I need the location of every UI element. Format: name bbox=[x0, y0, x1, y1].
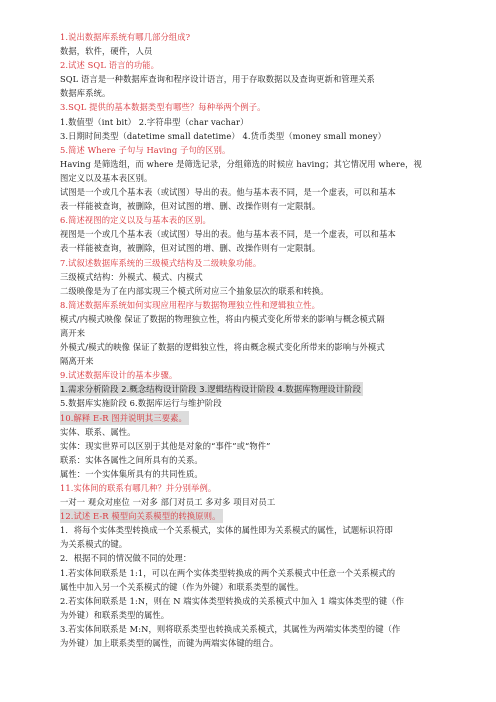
answer-text bbox=[60, 566, 452, 580]
line-text: 1．将每个实体类型转换成一个关系模式，实体的属性即为关系模式的属性，试题标识符即 bbox=[60, 525, 393, 536]
answer-text bbox=[60, 354, 452, 368]
line-text: 视图是一个或几个基本表（或试图）导出的表。他与基本表不同，是一个虚表，可以和基本 bbox=[60, 229, 396, 240]
line-text: 5.数据库实施阶段 6.数据库运行与维护阶段 bbox=[60, 398, 222, 409]
line-text: 图定义以及基本表区别。 bbox=[60, 172, 153, 183]
line-text: 表一样能被查询，被删除，但对试图的增、删、改操作则有一定限制。 bbox=[60, 243, 321, 254]
answer-text bbox=[60, 382, 452, 396]
question-heading bbox=[60, 100, 452, 114]
answer-text bbox=[60, 326, 452, 340]
answer-text bbox=[60, 467, 452, 481]
line-text: 二级映像是为了在内部实现三个模式所对应三个抽象层次的联系和转换。 bbox=[60, 285, 329, 296]
line-text: 11.实体间的联系有哪几种？并分别举例。 bbox=[60, 483, 217, 493]
answer-text bbox=[60, 551, 452, 565]
line-text: 8.简述数据库系统如何实现应用程序与数据物理独立性和逻辑独立性。 bbox=[60, 299, 321, 310]
line-text: 属性：一个实体集所具有的共同性质。 bbox=[60, 468, 203, 479]
answer-text bbox=[60, 227, 452, 241]
answer-text bbox=[60, 115, 452, 129]
answer-text bbox=[60, 453, 452, 467]
line-text: 2．根据不同的情况做不同的处理： bbox=[60, 553, 192, 564]
line-text: 模式/内模式映像 保证了数据的物理独立性，将由内模式变化所带来的影响与概念模式隔 bbox=[60, 313, 385, 324]
line-text: 3.日期时间类型（datetime small datetime） 4.货币类型（money small money） bbox=[60, 130, 386, 141]
question-heading bbox=[60, 143, 452, 157]
line-text: 试图是一个或几个基本表（或试图）导出的表。他与基本表不同，是一个虚表，可以和基本 bbox=[60, 187, 396, 198]
answer-text bbox=[60, 157, 452, 171]
line-text: 1.说出数据库系统有哪几部分组成? bbox=[60, 32, 191, 42]
line-text: 实体、联系、属性。 bbox=[60, 426, 136, 437]
line-text: 2.若实体间联系是 1:N，则在 N 端实体类型转换成的关系模式中加入 1 端实体类型的键（作 bbox=[60, 595, 405, 606]
answer-text bbox=[60, 86, 452, 100]
line-text: 为外键）加上联系类型的属性，而键为两端实体键的组合。 bbox=[60, 638, 279, 649]
line-text: 3.SQL 提供的基本数据类型有哪些？每种举两个例子。 bbox=[60, 102, 266, 113]
answer-text bbox=[60, 199, 452, 213]
answer-text bbox=[60, 523, 452, 537]
question-heading bbox=[60, 481, 452, 495]
answer-text bbox=[60, 171, 452, 185]
answer-text bbox=[60, 241, 452, 255]
line-text: 联系：实体各属性之间所具有的关系。 bbox=[60, 454, 203, 465]
line-text: 隔离开来 bbox=[60, 356, 94, 367]
question-heading bbox=[60, 30, 452, 44]
answer-text bbox=[60, 636, 452, 650]
line-text: 2.试述 SQL 语言的功能。 bbox=[60, 60, 160, 71]
answer-text bbox=[60, 72, 452, 86]
question-heading bbox=[60, 58, 452, 72]
question-heading bbox=[60, 298, 452, 312]
answer-text bbox=[60, 284, 452, 298]
line-text: 10.解释 E-R 图并说明其三要素。 bbox=[60, 411, 189, 425]
line-text: 表一样能被查询，被删除，但对试图的增、删、改操作则有一定限制。 bbox=[60, 201, 321, 212]
line-text: 1.数值型（int bit） 2.字符串型（char vachar） bbox=[60, 116, 249, 127]
line-text: 6.简述视图的定义以及与基本表的区别。 bbox=[60, 215, 211, 226]
answer-text bbox=[60, 396, 452, 410]
answer-text bbox=[60, 439, 452, 453]
question-heading bbox=[60, 509, 452, 523]
answer-text bbox=[60, 537, 452, 551]
line-text: 属性中加入另一个关系模式的键（作为外键）和联系类型的属性。 bbox=[60, 581, 304, 592]
line-text: 9.试述数据库设计的基本步骤。 bbox=[60, 370, 178, 381]
line-text: 为外键）和联系类型的属性。 bbox=[60, 609, 170, 620]
line-text: 为关系模式的键。 bbox=[60, 539, 128, 550]
line-text: 三级模式结构：外模式、模式、内模式 bbox=[60, 271, 203, 282]
question-heading bbox=[60, 411, 452, 425]
line-text: 数据，软件，硬件，人员 bbox=[60, 46, 153, 57]
line-text: 实体：现实世界可以区别于其他是对象的“事件”或“物件” bbox=[60, 440, 271, 451]
answer-text bbox=[60, 425, 452, 439]
line-text: 12.试述 E-R 模型向关系模型的转换原则。 bbox=[60, 509, 223, 523]
question-heading bbox=[60, 256, 452, 270]
answer-text bbox=[60, 622, 452, 636]
line-text: SQL 语言是一种数据库查询和程序设计语言，用于存取数据以及查询更新和管理关系 bbox=[60, 74, 375, 85]
line-text: 一对一 观众对座位 一对多 部门对员工 多对多 项目对员工 bbox=[60, 497, 276, 508]
answer-text bbox=[60, 340, 452, 354]
answer-text bbox=[60, 185, 452, 199]
line-text: 3.若实体间联系是 M:N，则将联系类型也转换成关系模式，其属性为两端实体类型的键（作 bbox=[60, 623, 401, 634]
answer-text bbox=[60, 594, 452, 608]
answer-text bbox=[60, 312, 452, 326]
question-heading bbox=[60, 368, 452, 382]
question-heading bbox=[60, 213, 452, 227]
line-text: Having 是筛选组，而 where 是筛选记录，分组筛选的时候应 having；其它情况用 where，视 bbox=[60, 158, 422, 169]
line-text: 外模式/模式的映像 保证了数据的逻辑独立性，将由概念模式变化所带来的影响与外模式 bbox=[60, 342, 385, 353]
answer-text bbox=[60, 580, 452, 594]
line-text: 7.试叙述数据库系统的三级模式结构及二级映象功能。 bbox=[60, 257, 262, 268]
answer-text bbox=[60, 129, 452, 143]
answer-text bbox=[60, 270, 452, 284]
line-text: 5.简述 Where 子句与 Having 子句的区别。 bbox=[60, 144, 231, 155]
line-text: 1.若实体间联系是 1:1，可以在两个实体类型转换成的两个关系模式中任意一个关系模式的 bbox=[60, 567, 396, 578]
line-text: 数据库系统。 bbox=[60, 88, 111, 99]
answer-text bbox=[60, 608, 452, 622]
line-text: 1.需求分析阶段 2.概念结构设计阶段 3.逻辑结构设计阶段 4.数据库物理设计阶段 bbox=[60, 382, 363, 396]
answer-text bbox=[60, 44, 452, 58]
line-text: 离开来 bbox=[60, 327, 86, 338]
answer-text bbox=[60, 495, 452, 509]
